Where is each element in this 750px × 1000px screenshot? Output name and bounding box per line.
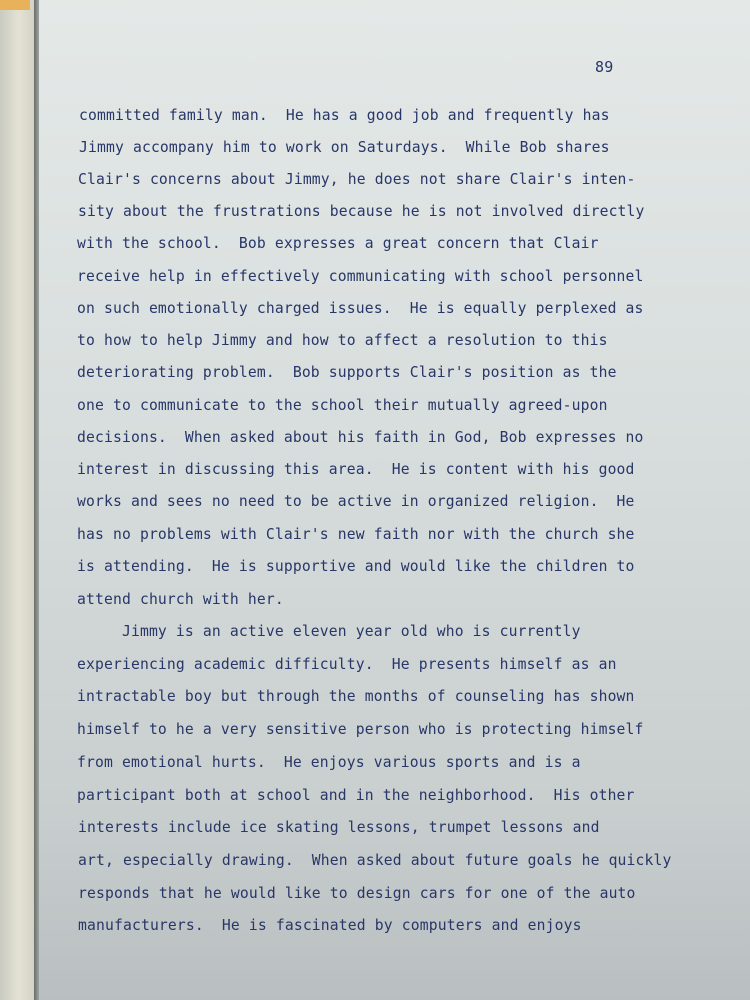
text-line: Jimmy accompany him to work on Saturdays. While Bob shares [79,139,610,156]
binder-spine [0,0,34,1000]
text-line: Jimmy is an active eleven year old who is currently [77,623,581,640]
text-line: interests include ice skating lessons, trumpet lessons and [78,819,600,836]
text-line: receive help in effectively communicating with school personnel [77,268,644,285]
text-line: deteriorating problem. Bob supports Clair's position as the [77,364,617,381]
text-line: to how to help Jimmy and how to affect a resolution to this [77,332,608,349]
text-line: participant both at school and in the neighborhood. His other [77,787,635,804]
text-line: one to communicate to the school their mutually agreed-upon [77,397,608,414]
text-line: has no problems with Clair's new faith nor with the church she [77,526,635,543]
text-line: is attending. He is supportive and would like the children to [77,558,635,575]
text-line: committed family man. He has a good job and frequently has [79,107,610,124]
text-line: intractable boy but through the months of counseling has shown [77,688,635,705]
text-line: himself to he a very sensitive person who is protecting himself [77,721,644,738]
text-line: with the school. Bob expresses a great concern that Clair [77,235,599,252]
text-line: interest in discussing this area. He is content with his good [77,461,635,478]
text-line: manufacturers. He is fascinated by computers and enjoys [78,917,582,934]
text-line: art, especially drawing. When asked about future goals he quickly [78,852,672,869]
document-page [39,0,750,1000]
text-line: decisions. When asked about his faith in God, Bob expresses no [77,429,644,446]
text-line: Clair's concerns about Jimmy, he does not share Clair's inten- [78,171,636,188]
page-number: 89 [595,58,614,76]
text-line: works and sees no need to be active in organized religion. He [77,493,635,510]
binder-tab [0,0,30,10]
text-line: attend church with her. [77,591,284,608]
text-line: sity about the frustrations because he is not involved directly [78,203,645,220]
text-line: responds that he would like to design cars for one of the auto [78,885,636,902]
text-line: from emotional hurts. He enjoys various sports and is a [77,754,581,771]
text-line: experiencing academic difficulty. He presents himself as an [77,656,617,673]
text-line: on such emotionally charged issues. He is equally perplexed as [77,300,644,317]
